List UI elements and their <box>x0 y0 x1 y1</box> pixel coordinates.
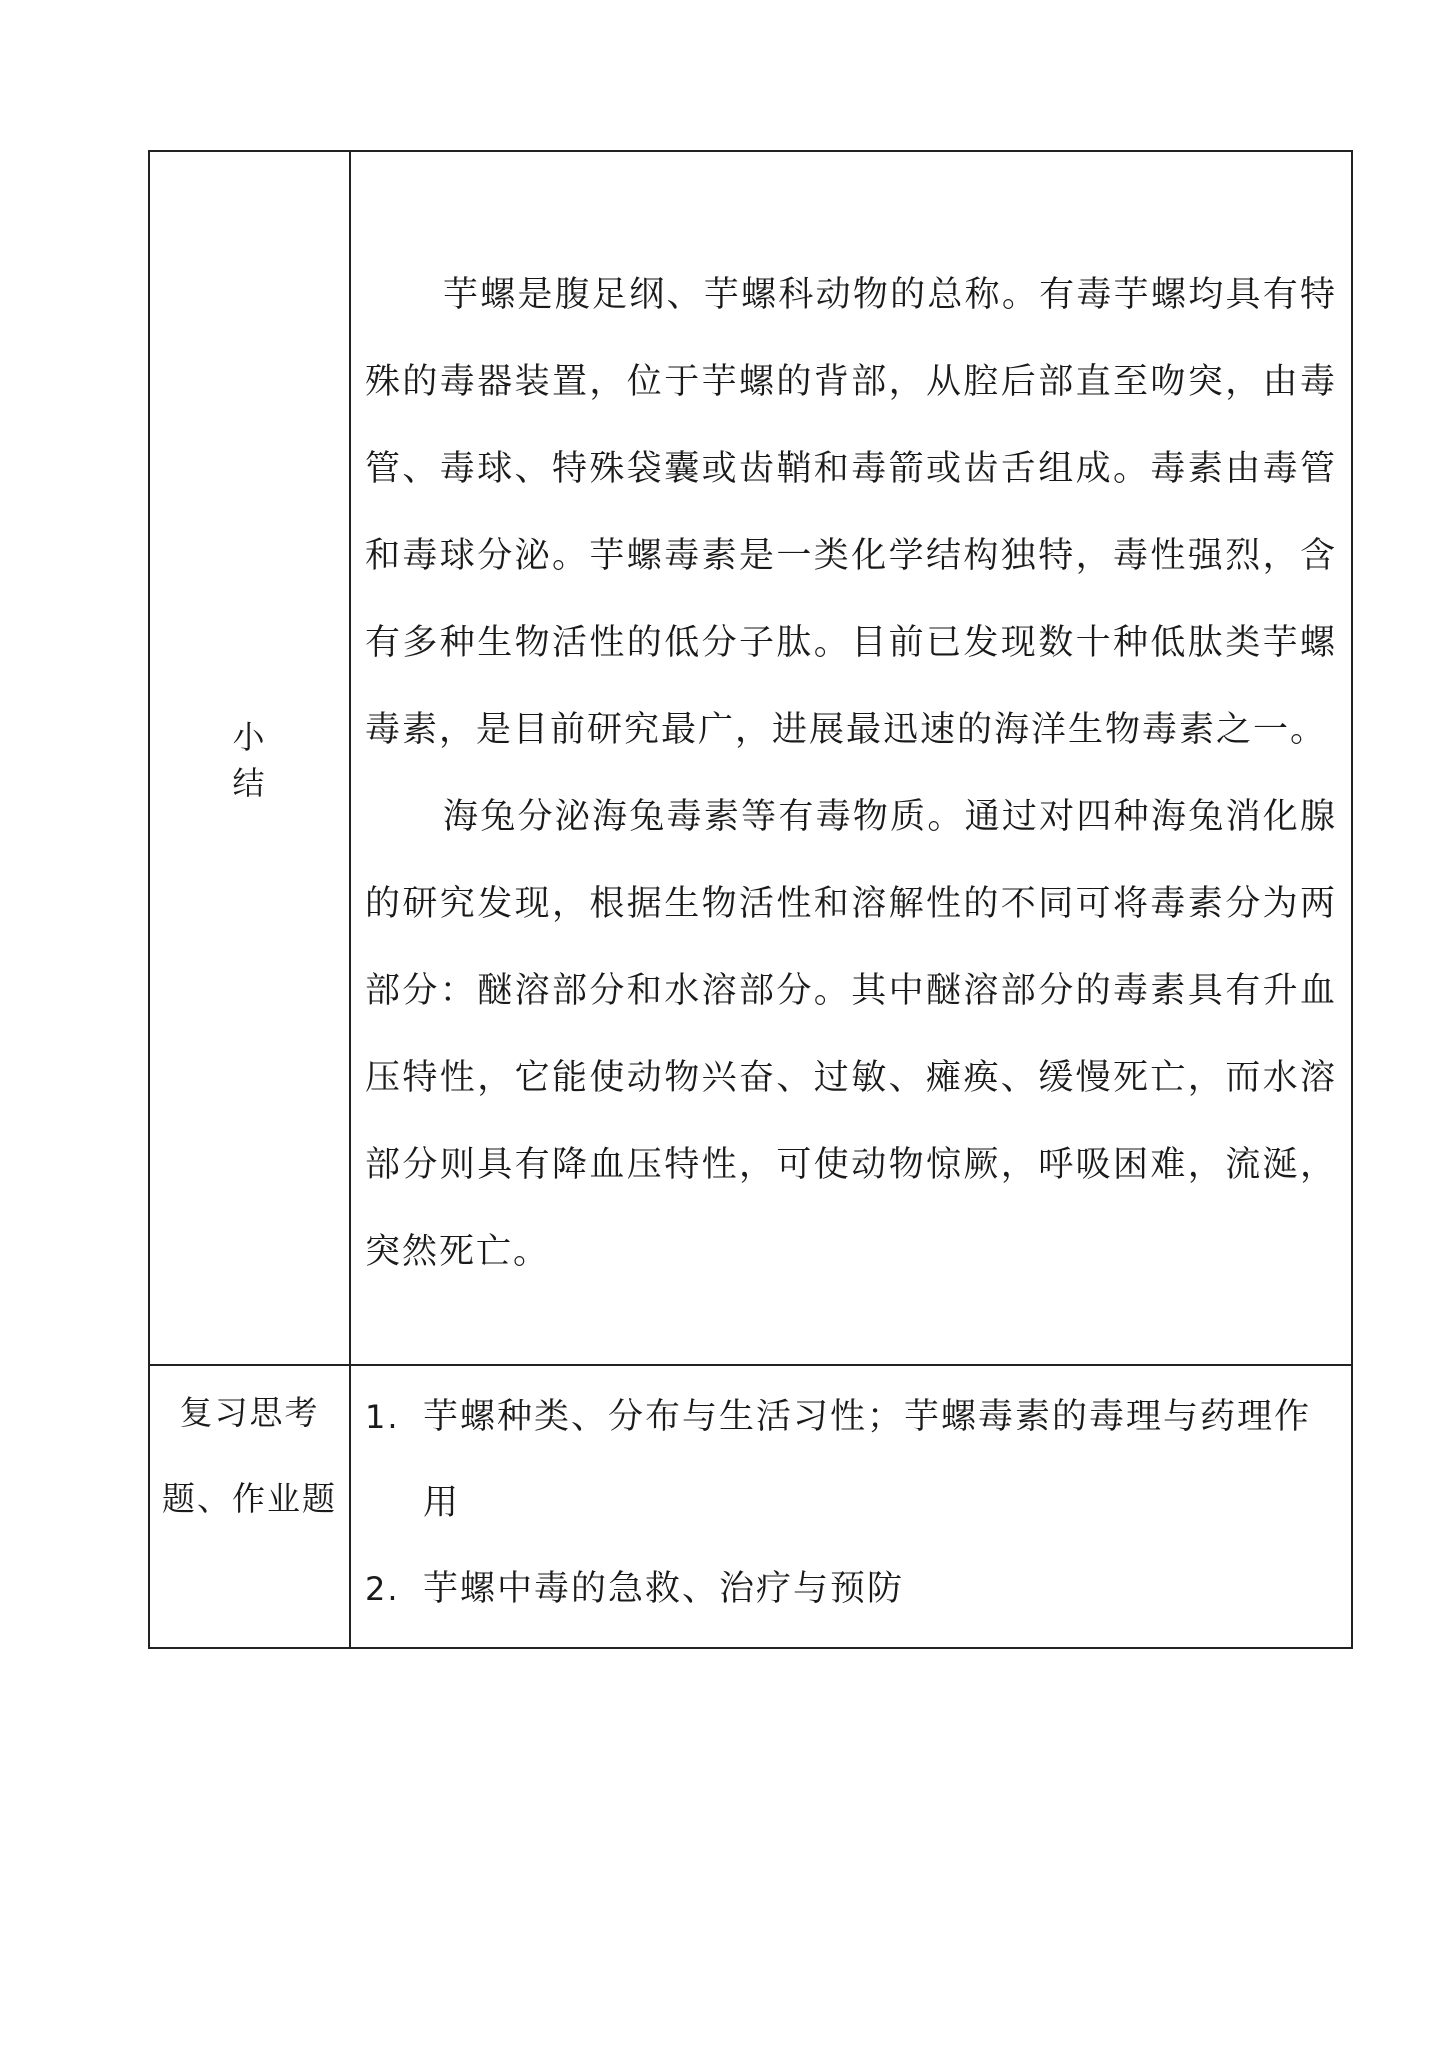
summary-row <box>149 151 1352 1365</box>
review-row <box>149 1365 1352 1648</box>
summary-label-cell <box>149 151 373 1365</box>
review-item-number: 2. <box>365 1570 400 1608</box>
summary-paragraph-1: 芋螺是腹足纲、芋螺科动物的总称。有毒芋螺均具有特殊的毒器装置，位于芋螺的背部，从腔后部直至吻突，由毒管、毒球、特殊袋囊或齿鞘和毒箭或齿舌组成。毒素由毒管和毒球分泌。芋螺毒素是一类化学结构独特，毒性强烈，含有多种生物活性的低分子肽。目前已发现数十种低肽类芋螺毒素，是目前研究最广，进展最迅速的海洋生物毒素之一。 <box>365 275 1337 750</box>
summary-paragraph-2: 海兔分泌海兔毒素等有毒物质。通过对四种海兔消化腺的研究发现，根据生物活性和溶解性的不同可将毒素分为两部分：醚溶部分和水溶部分。其中醚溶部分的毒素具有升血压特性，它能使动物兴奋、过敏、瘫痪、缓慢死亡，而水溶部分则具有降血压特性，可使动物惊厥，呼吸困难，流涎，突然死亡。 <box>365 797 1337 1272</box>
summary-label: 小 结 <box>232 718 373 802</box>
review-item-text: 芋螺种类、分布与生活习性；芋螺毒素的毒理与药理作用 <box>423 1397 1312 1523</box>
review-item-number: 1. <box>365 1398 400 1436</box>
summary-content-cell <box>350 151 1352 1365</box>
review-label-cell <box>149 1365 350 1648</box>
review-item-1 <box>365 1374 1341 1546</box>
review-item-2 <box>365 1546 1341 1632</box>
review-item-text: 芋螺中毒的急救、治疗与预防 <box>423 1569 905 1609</box>
review-label: 复习思考题、作业题 <box>162 1393 337 1518</box>
review-list <box>365 1374 1341 1632</box>
review-content-cell <box>350 1365 1352 1648</box>
lesson-table <box>148 150 1353 1649</box>
